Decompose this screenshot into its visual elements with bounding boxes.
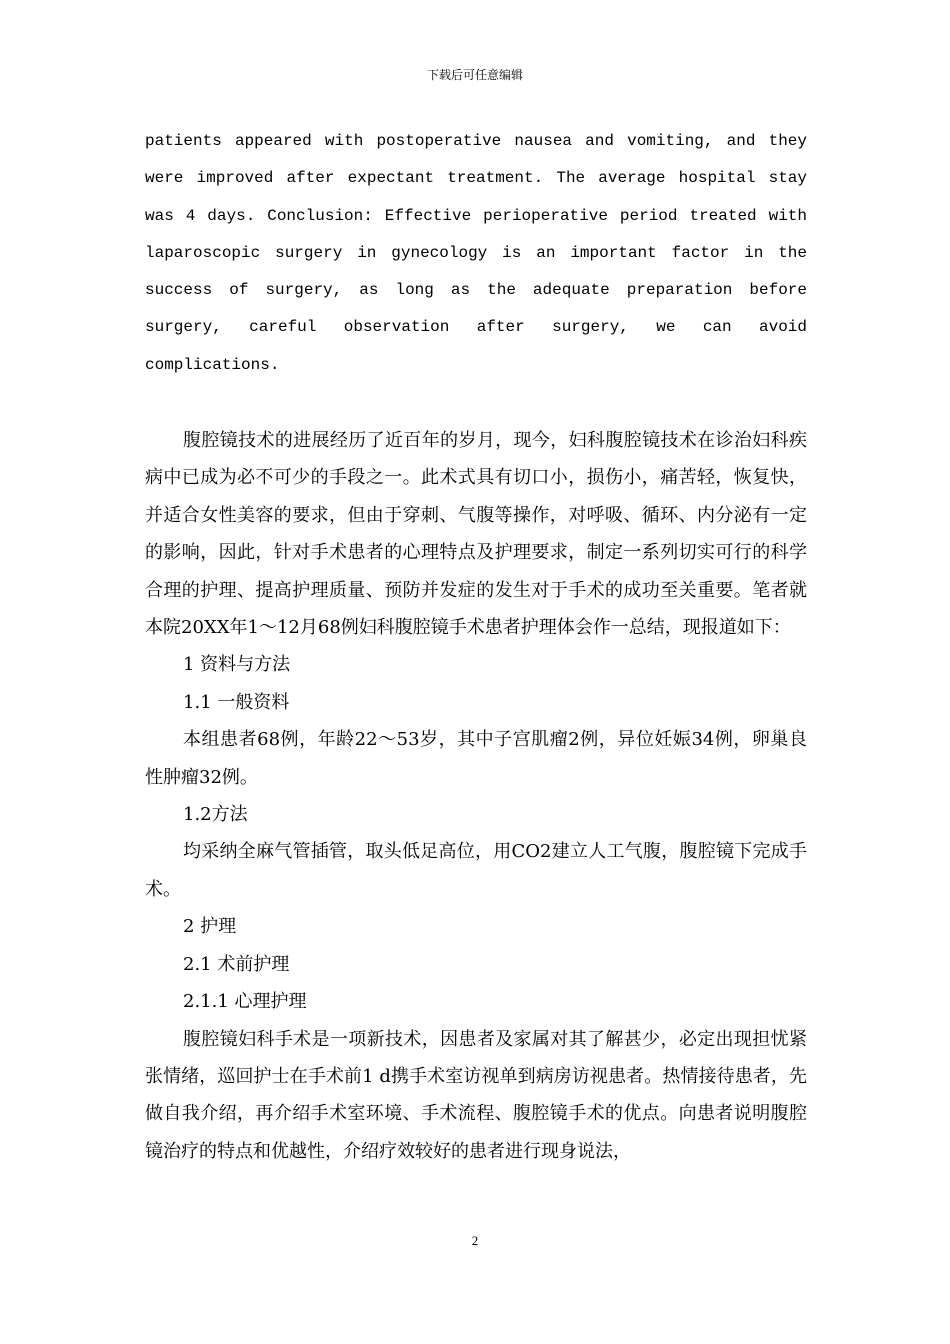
section-heading-1: 1 资料与方法 [183,654,291,676]
subsection-heading-2-1: 2.1 术前护理 [183,953,290,975]
english-abstract-paragraph: patients appeared with postoperative nausea and vomiting, and they were improved after expectant treatment. The average hospital stay was 4 days. Conclusion: Effective perioperative period treated with laparoscopic surgery in gynecology is an important factor in the success of surgery, as long as the adequate preparation before surgery, careful observation after surgery, we can avoid complications. [145,132,807,374]
subsection-heading-1-1: 1.1 一般资料 [183,691,290,713]
section-heading-2: 2 护理 [183,916,237,938]
paragraph-1-1: 本组患者68例，年龄22～53岁，其中子宫肌瘤2例，异位妊娠34例，卵巢良性肿瘤32例。 [145,729,807,788]
page-header: 下载后可任意编辑 [426,68,523,82]
subsection-heading-2-1-1: 2.1.1 心理护理 [183,991,307,1013]
body-text [145,422,807,1170]
subsection-heading-1-2: 1.2方法 [183,804,248,826]
paragraph-2-1-1: 腹腔镜妇科手术是一项新技术，因患者及家属对其了解甚少，必定出现担忧紧张情绪，巡回护士在手术前1 d携手术室访视单到病房访视患者。热情接待患者，先做自我介绍，再介绍手术室环境、手术流程、腹腔镜手术的优点。向患者说明腹腔镜治疗的特点和优越性，介绍疗效较好的患者进行现身说法， [145,1028,807,1162]
intro-paragraph: 腹腔镜技术的进展经历了近百年的岁月，现今，妇科腹腔镜技术在诊治妇科疾病中已成为必不可少的手段之一。此术式具有切口小，损伤小，痛苦轻，恢复快，并适合女性美容的要求，但由于穿刺、气腹等操作，对呼吸、循环、内分泌有一定的影响，因此，针对手术患者的心理特点及护理要求，制定一系列切实可行的科学合理的护理、提高护理质量、预防并发症的发生对于手术的成功至关重要。笔者就本院20XX年1～12月68例妇科腹腔镜手术患者护理体会作一总结，现报道如下： [145,430,807,639]
page-number: 2 [471,1233,479,1248]
paragraph-1-2: 均采纳全麻气管插管，取头低足高位，用CO2建立人工气腹，腹腔镜下完成手术。 [145,841,807,900]
